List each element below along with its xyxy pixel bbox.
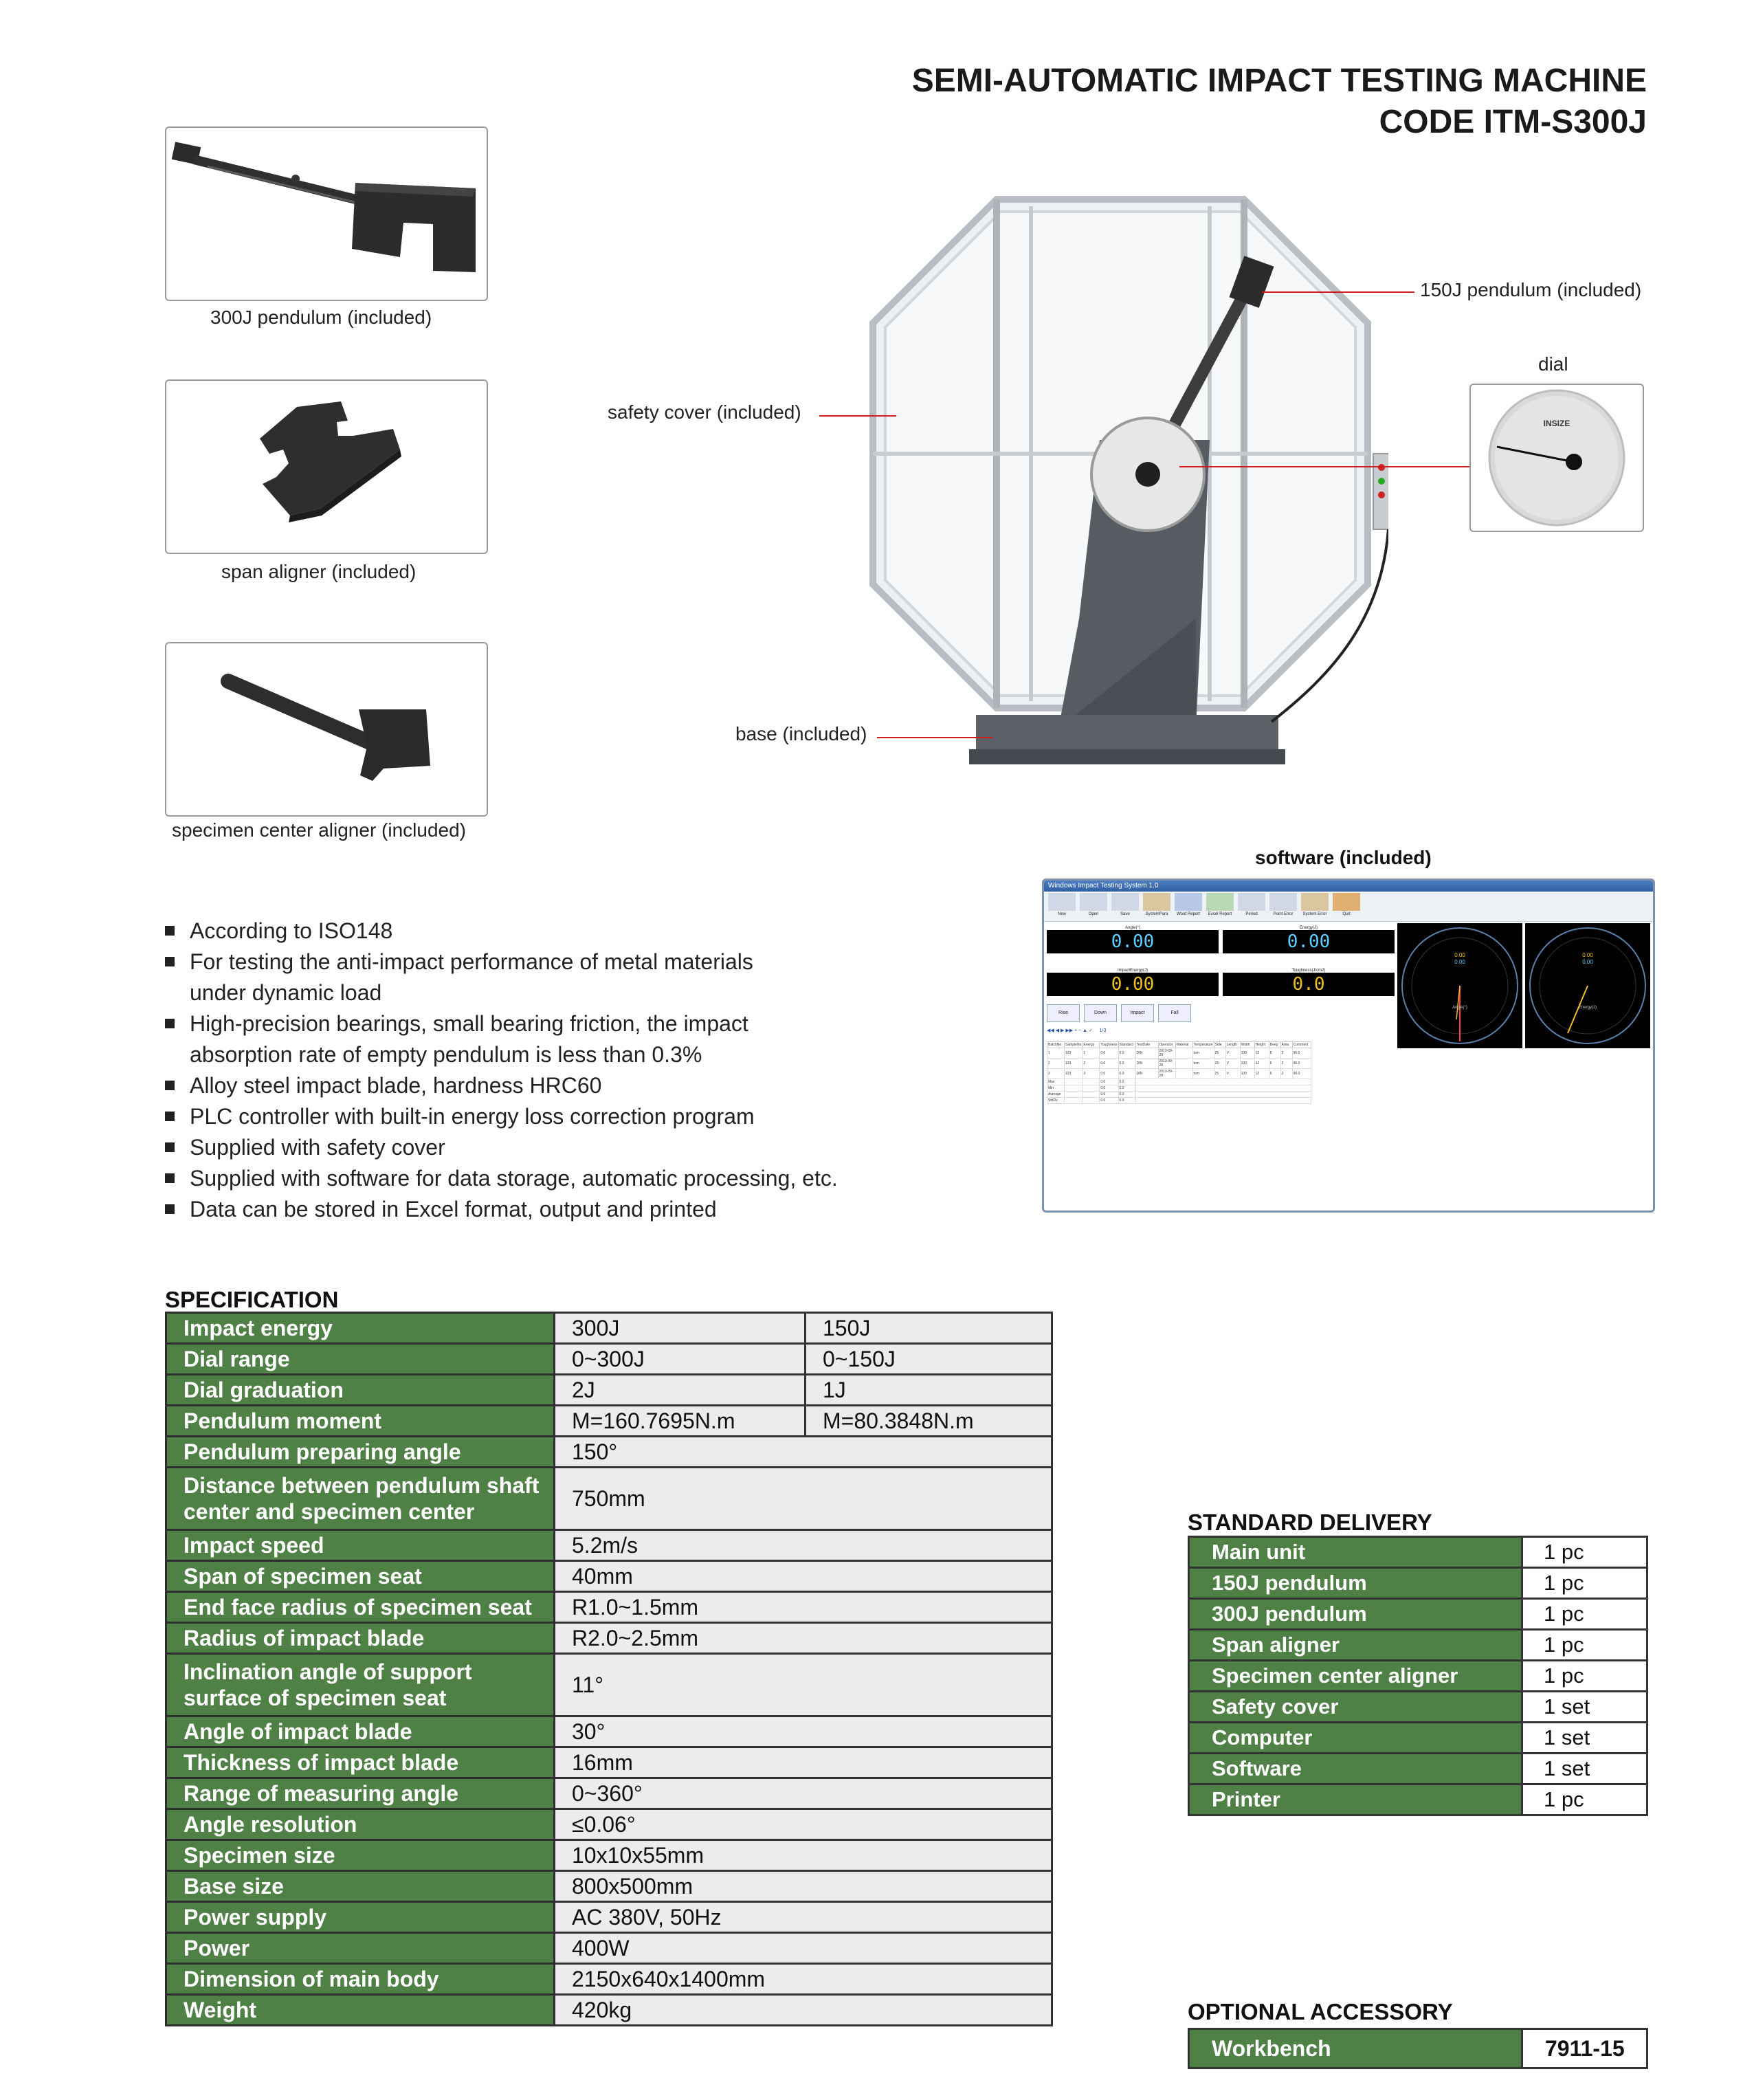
table-row: Pendulum moment M=160.7695N.m M=80.3848N.m [166,1406,1052,1437]
table-row: Specimen center aligner 1 pc [1189,1661,1647,1692]
center-aligner-icon [166,643,487,815]
angle-gauge-unit: Angle(°) [1452,1006,1467,1010]
table-row: End face radius of specimen seat R1.0~1.5mm [166,1592,1052,1623]
impact-button[interactable]: Impact [1121,1004,1154,1022]
table-row: 150J pendulum 1 pc [1189,1568,1647,1599]
table-row[interactable]: 2 123 2 0.0 0.0 DIN 2013-09-28 tom 25 V 100 12 6 2 96.0 [1047,1059,1311,1069]
callout-line [1179,466,1469,467]
readout-toughness: Toughness(J/cm2) 0.0 [1223,969,1395,996]
table-row: Base size 800x500mm [166,1871,1052,1902]
toolbar-button-systempara[interactable]: SystemPara [1143,893,1170,920]
delivery-heading: STANDARD DELIVERY [1188,1510,1432,1535]
accessory-caption: 300J pendulum (included) [210,307,432,328]
energy-gauge-unit: Energy(J) [1578,1006,1597,1010]
callout-safety-cover: safety cover (included) [608,401,801,423]
table-row: Dial graduation 2J 1J [166,1375,1052,1406]
table-row: Computer 1 set [1189,1723,1647,1754]
software-titlebar: Windows Impact Testing System 1.0 [1044,881,1653,892]
span-aligner-icon [166,381,487,553]
table-row[interactable]: StdDv 0.0 0.0 [1047,1098,1311,1104]
control-buttons [1047,1004,1191,1022]
table-row: Range of measuring angle 0~360° [166,1778,1052,1809]
table-row: Power 400W [166,1933,1052,1964]
table-row: Dimension of main body 2150x640x1400mm [166,1964,1052,1995]
table-row: Radius of impact blade R2.0~2.5mm [166,1623,1052,1654]
callout-150j-pendulum: 150J pendulum (included) [1420,279,1642,300]
gauge-icon [1397,923,1522,1048]
toolbar-button-point-error[interactable]: Point Error [1269,893,1297,920]
feature-item: Data can be stored in Excel format, output and printed [165,1194,990,1225]
feature-item: According to ISO148 [165,916,990,947]
spec-heading: SPECIFICATION [165,1287,339,1312]
callout-line [877,737,992,738]
accessory-300j-pendulum-image [165,126,488,301]
feature-item: Supplied with safety cover [165,1132,990,1163]
feature-item: For testing the anti-impact performance of metal materials under dynamic load [165,947,795,1008]
table-header-row: BatchNo SampleNo Energy Toughness Standard TestDate Operator Material Temperature Side Length Width Height Deep Area Comment [1047,1042,1311,1048]
delivery-table [1188,1536,1648,1816]
readout-energy: Energy(J) 0.00 [1223,926,1395,953]
dial-icon [1471,385,1643,531]
toolbar-button-quit[interactable]: Quit [1333,893,1360,920]
table-row: Safety cover 1 set [1189,1692,1647,1723]
accessory-center-aligner-image [165,642,488,817]
toolbar-button-period[interactable]: Period [1238,893,1265,920]
results-table [1047,1041,1311,1104]
readout-angle: Angle(°) 0.00 [1047,926,1219,953]
pendulum-300j-icon [166,128,487,300]
toolbar-button-excel-report[interactable]: Excel Report [1206,893,1234,920]
dial-brand: INSIZE [1543,419,1570,428]
toolbar-button-open[interactable]: Open [1080,893,1107,920]
table-row[interactable]: 1 123 1 0.0 0.0 DIN 2013-09-28 tom 25 V 100 12 6 2 96.0 [1047,1048,1311,1059]
energy-gauge [1525,923,1650,1048]
table-row[interactable]: 3 123 3 0.0 0.0 DIN 2013-09-28 tom 25 V 100 12 6 2 96.0 [1047,1069,1311,1079]
table-row: Impact energy 300J 150J [166,1313,1052,1344]
software-window [1042,878,1655,1213]
rise-button[interactable]: Rise [1047,1004,1080,1022]
spec-table [165,1312,1053,2026]
title-line-2: CODE ITM-S300J [1379,104,1647,140]
table-row[interactable]: Average 0.0 0.0 [1047,1092,1311,1098]
table-row: 300J pendulum 1 pc [1189,1599,1647,1630]
table-row: Thickness of impact blade 16mm [166,1747,1052,1778]
table-row: Dial range 0~300J 0~150J [166,1344,1052,1375]
table-row: Inclination angle of support surface of specimen seat 11° [166,1654,1052,1716]
table-row: Span aligner 1 pc [1189,1630,1647,1661]
feature-list [165,916,990,1225]
software-toolbar [1044,892,1653,922]
table-row: Software 1 set [1189,1754,1647,1784]
angle-gauge [1397,923,1522,1048]
toolbar-button-word-report[interactable]: Word Report [1175,893,1202,920]
energy-gauge-value: 0.00 [1582,952,1593,958]
toolbar-button-save[interactable]: Save [1111,893,1139,920]
callout-line [1262,291,1414,293]
callout-base: base (included) [735,723,867,744]
toolbar-button-system-error[interactable]: System Error [1301,893,1329,920]
table-row: Pendulum preparing angle 150° [166,1437,1052,1468]
down-button[interactable]: Down [1084,1004,1117,1022]
table-row: Workbench 7911-15 [1189,2029,1647,2068]
table-row: Specimen size 10x10x55mm [166,1840,1052,1871]
accessory-span-aligner-image [165,379,488,554]
record-navigator[interactable]: ◀◀ ◀ ▶ ▶▶ + − ▲ ✓ 1/3 [1047,1028,1107,1033]
page-indicator: 1/3 [1099,1028,1107,1033]
fall-button[interactable]: Fall [1158,1004,1191,1022]
table-row: Main unit 1 pc [1189,1537,1647,1568]
callout-dial: dial [1538,353,1568,375]
dial-image [1469,384,1644,532]
table-row: Power supply AC 380V, 50Hz [166,1902,1052,1933]
table-row: Span of specimen seat 40mm [166,1561,1052,1592]
table-row: Weight 420kg [166,1995,1052,2026]
impact-machine-image [852,179,1388,770]
angle-gauge-value: 0.00 [1454,952,1465,958]
callout-line [819,415,896,417]
toolbar-button-new[interactable]: New [1048,893,1076,920]
title-line-1: SEMI-AUTOMATIC IMPACT TESTING MACHINE [911,63,1647,99]
feature-item: PLC controller with built-in energy loss correction program [165,1101,990,1132]
optional-table [1188,2028,1648,2069]
energy-gauge-value-2: 0.00 [1582,959,1593,965]
table-row: Angle of impact blade 30° [166,1716,1052,1747]
table-row: Angle resolution ≤0.06° [166,1809,1052,1840]
table-row: Impact speed 5.2m/s [166,1530,1052,1561]
accessory-caption: specimen center aligner (included) [172,819,466,841]
table-row[interactable]: Max 0.0 0.0 [1047,1079,1311,1085]
accessory-caption: span aligner (included) [221,561,417,582]
feature-item: Supplied with software for data storage, automatic processing, etc. [165,1163,990,1194]
gauge-icon [1525,923,1650,1048]
readout-impact-energy: ImpactEnergy(J) 0.00 [1047,969,1219,996]
feature-item: High-precision bearings, small bearing friction, the impact absorption rate of empty pendulum is less than 0.3% [165,1008,795,1070]
table-row: Printer 1 pc [1189,1784,1647,1815]
feature-item: Alloy steel impact blade, hardness HRC60 [165,1070,990,1101]
table-row: Distance between pendulum shaft center and specimen center 750mm [166,1468,1052,1530]
optional-heading: OPTIONAL ACCESSORY [1188,1999,1453,2024]
angle-gauge-value-2: 0.00 [1454,959,1465,965]
table-row[interactable]: Min 0.0 0.0 [1047,1085,1311,1092]
software-caption: software (included) [1255,847,1432,868]
page-title [912,60,1647,143]
